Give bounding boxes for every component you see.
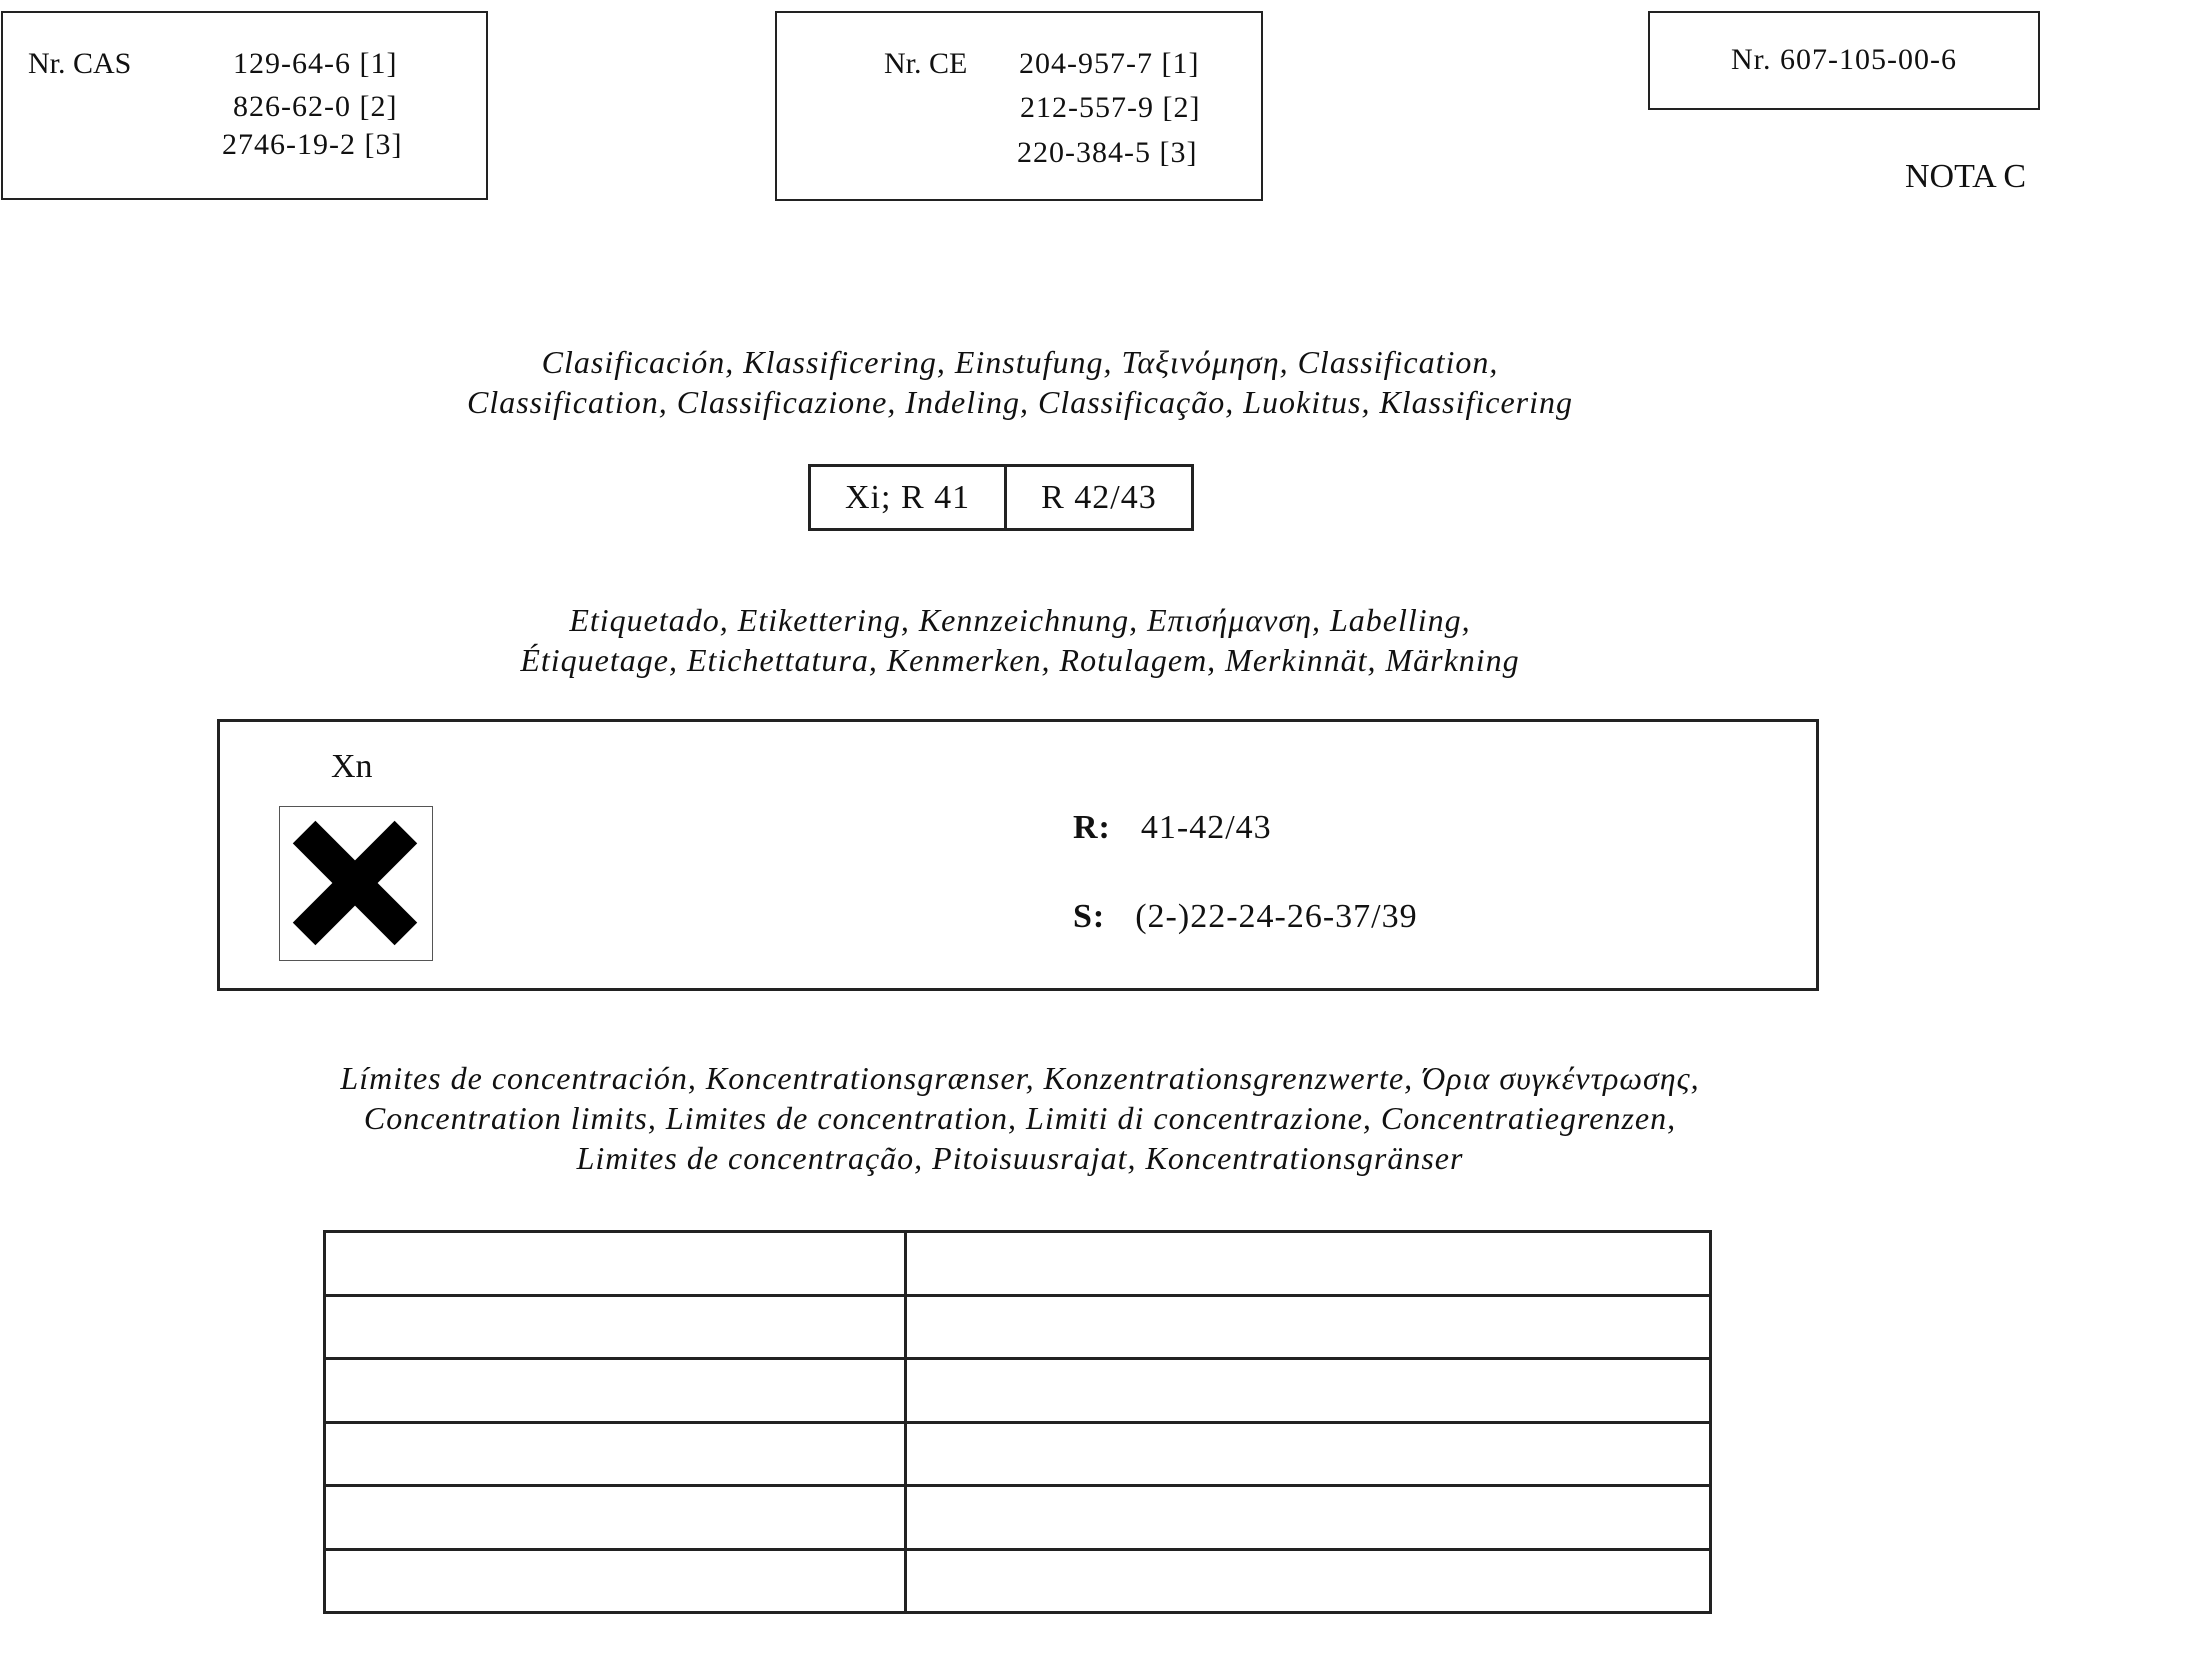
table-row <box>325 1232 1711 1296</box>
risk-phrases-value: 41-42/43 <box>1140 809 1272 846</box>
concentration-limits-heading <box>0 1058 2040 1178</box>
table-cell <box>906 1295 1711 1359</box>
safety-phrases-value: (2-)22-24-26-37/39 <box>1135 898 1418 935</box>
table-cell <box>906 1232 1711 1296</box>
classification-heading-line-2: Classification, Classificazione, Indeling, Classificação, Luokitus, Klassificering <box>466 384 1573 420</box>
labelling-heading-line-1: Etiquetado, Etikettering, Kennzeichnung, Επισήμανση, Labelling, <box>569 602 1471 638</box>
ce-number-3: 220-384-5 [3] <box>1017 136 1198 169</box>
ce-label: Nr. CE <box>884 47 968 80</box>
hazard-symbol-code: Xn <box>331 748 373 785</box>
ce-number-box <box>775 11 1263 201</box>
risk-phrases <box>1073 809 1272 847</box>
table-cell <box>906 1359 1711 1423</box>
table-cell <box>906 1486 1711 1550</box>
concentration-limits-table <box>323 1230 1712 1614</box>
index-number-box <box>1648 11 2040 110</box>
cas-number-box <box>1 11 488 200</box>
table-cell <box>906 1549 1711 1613</box>
concentration-heading-line-3: Limites de concentração, Pitoisuusrajat, Koncentrationsgränser <box>576 1140 1464 1176</box>
table-cell <box>325 1359 906 1423</box>
ce-number-1: 204-957-7 [1] <box>1019 47 1200 80</box>
ce-number-2: 212-557-9 [2] <box>1020 91 1201 124</box>
classification-box <box>808 464 1194 531</box>
classification-heading <box>0 342 2040 422</box>
safety-phrases <box>1073 898 1418 936</box>
table-cell <box>325 1486 906 1550</box>
labelling-box <box>217 719 1819 991</box>
concentration-heading-line-2: Concentration limits, Limites de concentration, Limiti di concentrazione, Concentratiegrenzen, <box>363 1100 1677 1136</box>
safety-phrases-label: S: <box>1073 898 1106 935</box>
hazard-symbol-frame <box>279 806 433 961</box>
cas-label: Nr. CAS <box>28 47 132 80</box>
classification-heading-line-1: Clasificación, Klassificering, Einstufung, Ταξινόμηση, Classification, <box>541 344 1499 380</box>
table-row <box>325 1422 1711 1486</box>
classification-cell-1: Xi; R 41 <box>845 479 971 516</box>
table-cell <box>325 1422 906 1486</box>
classification-cell-2: R 42/43 <box>1004 467 1191 528</box>
table-cell <box>906 1422 1711 1486</box>
table-cell <box>325 1295 906 1359</box>
harmful-cross-icon <box>289 819 421 947</box>
table-row <box>325 1549 1711 1613</box>
labelling-heading <box>0 600 2040 680</box>
table-cell <box>325 1232 906 1296</box>
index-number: Nr. 607-105-00-6 <box>1731 43 1957 76</box>
table-row <box>325 1295 1711 1359</box>
cas-number-2: 826-62-0 [2] <box>233 90 398 123</box>
table-row <box>325 1359 1711 1423</box>
cas-number-1: 129-64-6 [1] <box>233 47 398 80</box>
table-cell <box>325 1549 906 1613</box>
risk-phrases-label: R: <box>1073 809 1111 846</box>
labelling-heading-line-2: Étiquetage, Etichettatura, Kenmerken, Rotulagem, Merkinnät, Märkning <box>520 642 1520 678</box>
cas-number-3: 2746-19-2 [3] <box>222 128 403 161</box>
concentration-heading-line-1: Límites de concentración, Koncentrationsgrænser, Konzentrationsgrenzwerte, Όρια συγκέντρωσης, <box>340 1060 1700 1096</box>
concentration-table-body <box>325 1232 1711 1613</box>
note-label: NOTA C <box>1905 158 2027 195</box>
table-row <box>325 1486 1711 1550</box>
